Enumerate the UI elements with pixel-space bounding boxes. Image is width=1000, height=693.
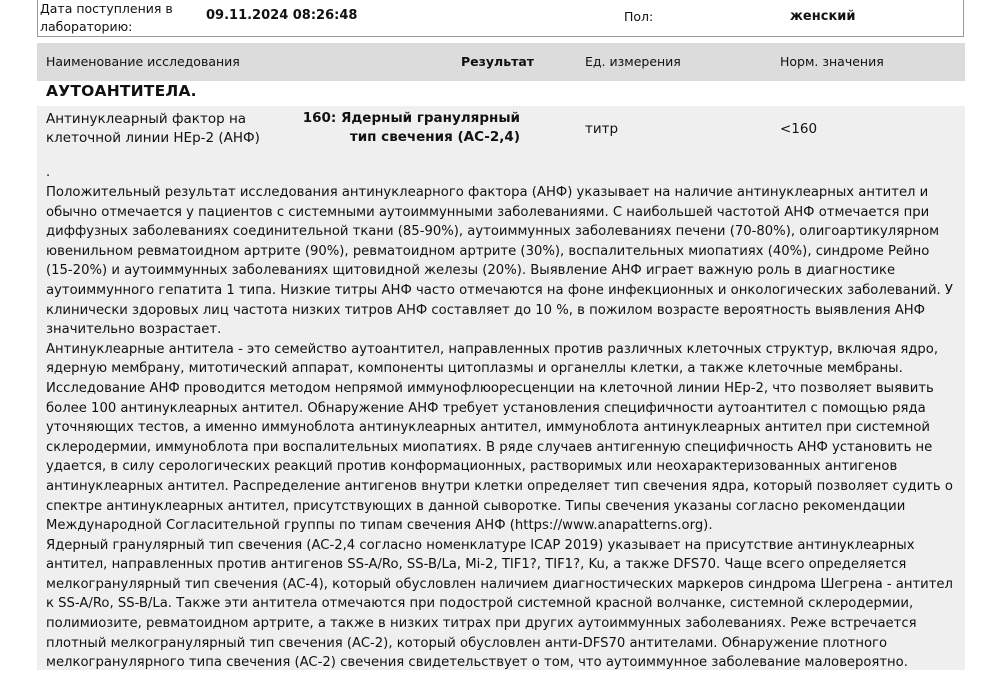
results-table-header — [37, 43, 965, 81]
interpretation-comment — [46, 183, 960, 673]
comment-paragraph: Ядерный гранулярный тип свечения (AC-2,4 согласно номенклатуре ICAP 2019) указывает на присутствие антинуклеарных антител, направленных против антигенов SS-A/Ro, SS-B/La, Mi-2, TIF1?, TIF1?, Ku, а также DFS70. Чаще всего определяется мелкогранулярный тип свечения (AC-4), который обусловлен наличием диагностических маркеров синдрома Шегрена - антител к SS-A/Ro, SS-B/La. Также эти антитела отмечаются при подострой системной красной волчанке, системной склеродермии, полимиозите, ревматоидном артрите, а также в низких титрах при других аутоиммунных заболеваниях. Реже встречается плотный мелкогранулярный тип свечения (AC-2), который обусловлен анти-DFS70 антителами. Обнаружение плотного мелкогранулярного типа свечения (AC-2) свечения свидетельствует о том, что аутоиммунное заболевание маловероятно. — [46, 537, 953, 671]
header-unit: Ед. измерения — [585, 54, 681, 69]
header-result: Результат — [461, 54, 535, 69]
sex-label: Пол: — [624, 9, 654, 24]
test-result: 160: Ядерный гранулярный тип свечения (AC-2,4) — [302, 110, 520, 145]
comment-marker: . — [46, 165, 51, 180]
comment-paragraph: Антинуклеарные антитела - это семейство аутоантител, направленных против различных клеточных структур, включая ядро, ядерную мембрану, митотический аппарат, компоненты цитоплазмы и органеллы клетки, а также клеточные мембраны. Исследование АНФ проводится методом непрямой иммунофлюоресценции на клеточной линии HEp-2, что позволяет выявить более 100 антинуклеарных антител. Обнаружение АНФ требует установления специфичности аутоантител с помощью ряда уточняющих тестов, а именно иммуноблота антинуклеарных антител, иммуноблота антинуклеарных антител при системной склеродермии, иммуноблота при воспалительных миопатиях. В ряде случаев антигенную специфичность АНФ установить не удается, в силу серологических реакций против конформационных, растворимых или неохарактеризованных антигенов антинуклеарных антител. Распределение антигенов внутри клетки определяет тип свечения ядра, который позволяет судить о спектре антинуклеарных антител, присутствующих в данной сыворотке. Типы свечения указаны согласно рекомендации Международной Согласительной группы по типам свечения АНФ (https://www.anapatterns.org). — [46, 341, 953, 534]
admission-info-box — [37, 0, 964, 37]
section-title: АУТОАНТИТЕЛА. — [46, 82, 197, 100]
header-test-name: Наименование исследования — [46, 54, 240, 69]
test-norm: <160 — [780, 121, 818, 137]
comment-paragraph: Положительный результат исследования антинуклеарного фактора (АНФ) указывает на наличие антинуклеарных антител и обычно отмечается у пациентов с системными аутоиммунными заболеваниями. С наибольшей частотой АНФ отмечается при диффузных заболеваниях соединительной ткани (85-90%), аутоиммунных заболеваниях печени (70-80%), олигоартикулярном ювенильном ревматоидном артрите (90%), ревматоидном артрите (30%), воспалительных миопатиях (40%), синдроме Рейно (15-20%) и аутоиммунных заболеваниях щитовидной железы (20%). Выявление АНФ играет важную роль в диагностике аутоиммунного гепатита 1 типа. Низкие титры АНФ часто отмечаются на фоне инфекционных и онкологических заболеваний. У клинически здоровых лиц частота низких титров АНФ составляет до 10 %, в пожилом возрасте вероятность выявления АНФ значительно возрастает. — [46, 185, 953, 338]
admission-date-label: Дата поступления в лабораторию: — [40, 1, 173, 34]
sex-value: женский — [790, 9, 856, 24]
header-norm: Норм. значения — [780, 54, 884, 69]
test-unit: титр — [585, 121, 619, 137]
admission-date-value: 09.11.2024 08:26:48 — [206, 8, 358, 23]
test-name: Антинуклеарный фактор на клеточной линии HEp-2 (АНФ) — [46, 111, 260, 146]
